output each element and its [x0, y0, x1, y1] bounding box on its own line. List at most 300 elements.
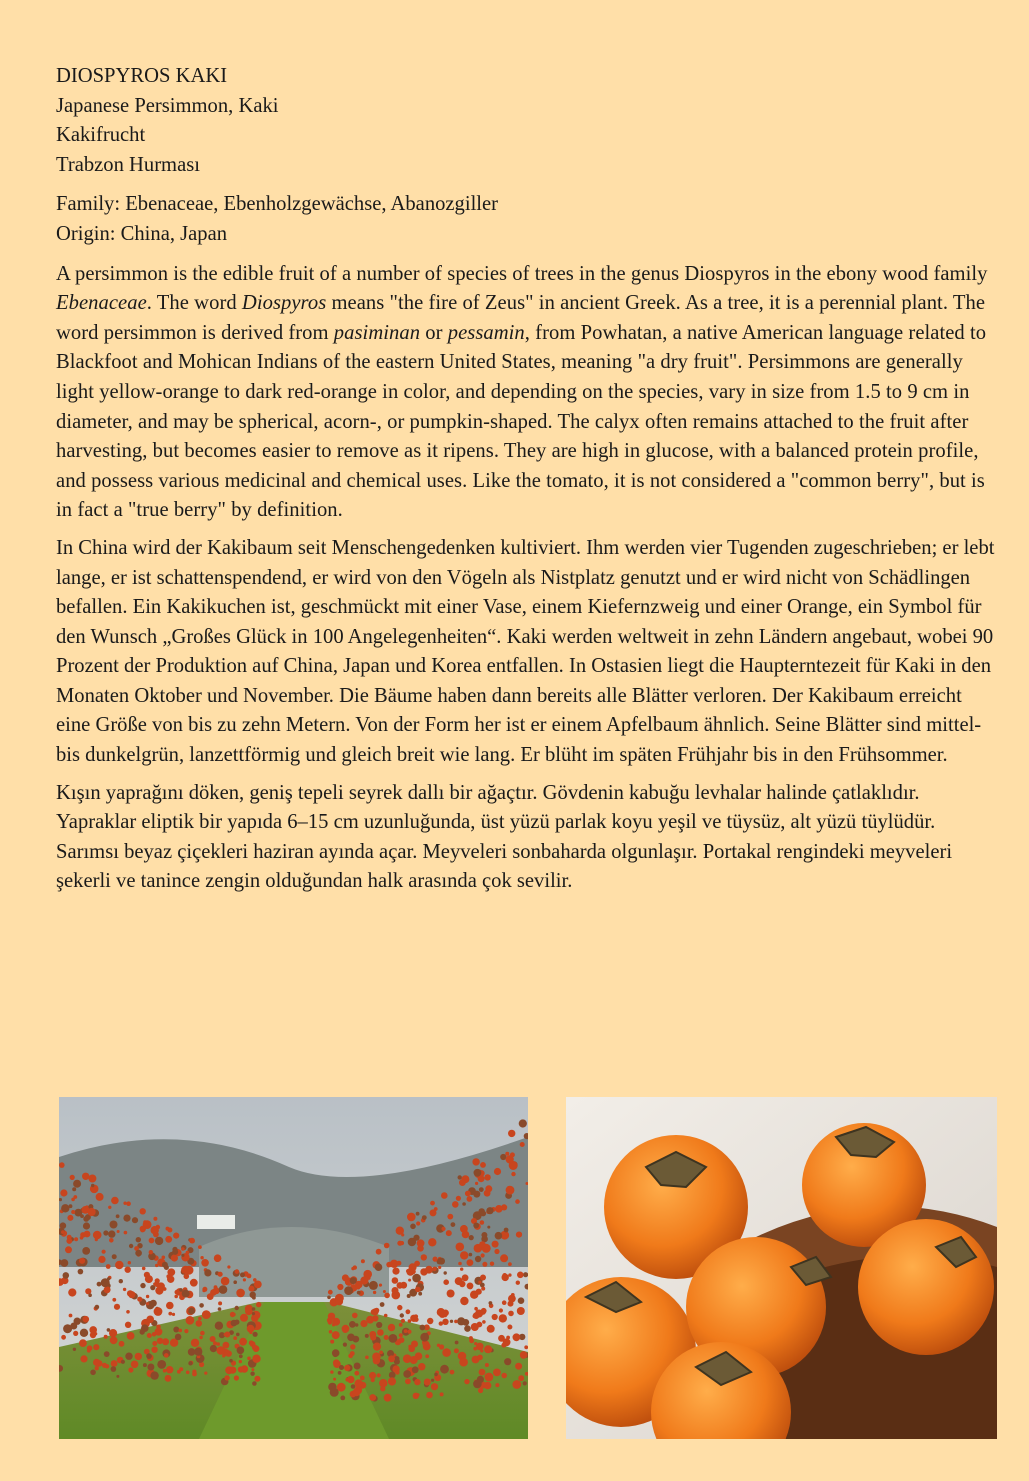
fruit-dot [65, 1246, 72, 1253]
fruit-dot [94, 1332, 97, 1335]
fruit-dot [434, 1373, 438, 1377]
fruit-dot [107, 1328, 111, 1332]
fruit-dot [410, 1224, 416, 1230]
fruit-dot [343, 1343, 347, 1347]
fruit-dot [152, 1332, 157, 1337]
fruit-dot [111, 1197, 119, 1205]
fruit-dot [127, 1332, 135, 1340]
fruit-dot [354, 1379, 362, 1387]
fruit-dot [450, 1370, 455, 1375]
fruit-dot [399, 1323, 403, 1327]
fruit-dot [392, 1277, 399, 1284]
species-title: DIOSPYROS KAKI [56, 65, 228, 87]
fruit-dot [515, 1199, 520, 1204]
fruit-dot [112, 1254, 117, 1259]
fruit-dot [454, 1320, 458, 1324]
fruit-dot [431, 1383, 438, 1390]
fruit-dot [458, 1175, 462, 1179]
fruit-dot [333, 1378, 336, 1381]
fruit-dot [413, 1393, 419, 1399]
fruit-dot [201, 1259, 209, 1267]
fruit-dot [516, 1232, 522, 1238]
fruit-dot [440, 1392, 444, 1396]
fruit-dot [171, 1254, 178, 1261]
fruit-dot [173, 1327, 179, 1333]
fruit-dot [72, 1187, 76, 1191]
fruit-dot [407, 1213, 416, 1222]
italic-term: pasiminan [333, 321, 421, 344]
fruit-dot [125, 1353, 132, 1360]
fruit-dot [147, 1364, 154, 1371]
fruit-dot [462, 1274, 469, 1281]
fruit-dot [520, 1142, 525, 1147]
fruit-dot [460, 1297, 468, 1305]
fruit-dot [517, 1307, 525, 1315]
fruit-dot [352, 1313, 358, 1319]
persimmon-bowl-photo [566, 1097, 997, 1439]
fruit-dot [388, 1324, 395, 1331]
fruit-dot [338, 1371, 342, 1375]
german-common-name: Kakifrucht [56, 124, 146, 147]
fruit-dot [177, 1370, 181, 1374]
fruit-dot [91, 1184, 94, 1187]
fruit-dot [146, 1316, 154, 1324]
fruit-dot [487, 1226, 490, 1229]
fruit-dot [348, 1354, 353, 1359]
fruit-dot [251, 1368, 254, 1371]
fruit-dot [253, 1332, 258, 1337]
fruit-dot [342, 1325, 350, 1333]
fruit-dot [162, 1262, 168, 1268]
fruit-dot [168, 1312, 172, 1316]
fruit-dot [200, 1331, 205, 1336]
fruit-dot [507, 1325, 512, 1330]
fruit-dot [500, 1254, 508, 1262]
fruit-dot [484, 1190, 491, 1197]
fruit-dot [69, 1314, 73, 1318]
fruit-dot [464, 1379, 469, 1384]
fruit-dot [155, 1237, 163, 1245]
fruit-dot [380, 1386, 385, 1391]
fruit-dot [188, 1361, 192, 1365]
fruit-dot [93, 1344, 99, 1350]
fruit-dot [414, 1379, 420, 1385]
fruit-dot [200, 1256, 203, 1259]
fruit-dot [202, 1310, 211, 1319]
fruit-dot [213, 1341, 217, 1345]
fruit-dot [123, 1215, 130, 1222]
fruit-dot [215, 1322, 223, 1330]
fruit-dot [411, 1269, 416, 1274]
fruit-dot [119, 1341, 125, 1347]
fruit-dot [508, 1295, 516, 1303]
fruit-dot [519, 1119, 527, 1127]
fruit-dot [214, 1254, 222, 1262]
fruit-dot [114, 1304, 120, 1310]
fruit-dot [481, 1232, 487, 1238]
fruit-dot [508, 1311, 514, 1317]
fruit-dot [196, 1320, 203, 1327]
fruit-dot [73, 1331, 78, 1336]
fruit-dot [447, 1290, 455, 1298]
fruit-dot [490, 1262, 494, 1266]
fruit-dot [438, 1258, 445, 1265]
fruit-dot [335, 1298, 343, 1306]
fruit-dot [369, 1281, 378, 1290]
fruit-dot [424, 1379, 431, 1386]
fruit-dot [361, 1259, 365, 1263]
fruit-dot [126, 1201, 131, 1206]
fruit-dot [344, 1286, 353, 1295]
fruit-dot [384, 1243, 390, 1249]
text-run: or [420, 321, 448, 344]
fruit-dot [410, 1315, 417, 1322]
fruit-dot [252, 1345, 258, 1351]
fruit-dot [237, 1347, 245, 1355]
fruit-dot [478, 1281, 481, 1284]
fruit-dot [441, 1192, 448, 1199]
fruit-dot [442, 1348, 451, 1357]
fruit-dot [330, 1388, 339, 1397]
fruit-dot [166, 1302, 174, 1310]
fruit-dot [63, 1272, 70, 1279]
orchard-photo [59, 1097, 528, 1439]
fruit-dot [129, 1244, 133, 1248]
fruit-dot [87, 1349, 91, 1353]
fruit-dot [401, 1319, 405, 1323]
fruit-dot [109, 1238, 114, 1243]
fruit-dot [504, 1228, 509, 1233]
fruit-dot [229, 1359, 233, 1363]
fruit-dot [79, 1339, 87, 1347]
fruit-dot [125, 1322, 131, 1328]
fruit-dot [254, 1281, 262, 1289]
fruit-dot [101, 1278, 110, 1287]
fruit-dot [186, 1251, 190, 1255]
fruit-dot [327, 1296, 331, 1300]
fruit-dot [508, 1262, 512, 1266]
fruit-dot [181, 1247, 185, 1251]
fruit-dot [199, 1336, 202, 1339]
fruit-dot [143, 1363, 147, 1367]
fruit-dot [513, 1333, 521, 1341]
fruit-dot [71, 1210, 75, 1214]
italic-term: pessamin [447, 321, 525, 344]
fruit-dot [350, 1277, 357, 1284]
fruit-dot [523, 1272, 528, 1277]
fruit-dot [518, 1375, 524, 1381]
fruit-dot [524, 1345, 528, 1349]
fruit-dot [456, 1196, 461, 1201]
fruit-dot [428, 1238, 436, 1246]
fruit-dot [392, 1287, 399, 1294]
fruit-dot [214, 1285, 218, 1289]
fruit-dot [162, 1338, 169, 1345]
fruit-dot [370, 1335, 376, 1341]
fruit-dot [128, 1261, 131, 1264]
fruit-dot [406, 1309, 411, 1314]
fruit-dot [397, 1305, 402, 1310]
fruit-dot [414, 1261, 420, 1267]
fruit-dot [234, 1375, 239, 1380]
fruit-dot [98, 1256, 105, 1263]
fruit-dot [330, 1370, 333, 1373]
fruit-dot [510, 1152, 515, 1157]
fruit-dot [427, 1318, 433, 1324]
fruit-dot [476, 1343, 484, 1351]
english-common-name: Japanese Persimmon, Kaki [56, 94, 279, 117]
fruit-dot [186, 1316, 195, 1325]
italic-term: Ebenaceae [56, 292, 147, 315]
fruit-dot [347, 1376, 354, 1383]
fruit-dot [95, 1366, 99, 1370]
fruit-dot [476, 1289, 482, 1295]
fruit-dot [221, 1277, 230, 1286]
fruit-dot [153, 1217, 157, 1221]
fruit-dot [500, 1154, 506, 1160]
fruit-dot [395, 1370, 400, 1375]
fruit-dot [389, 1372, 396, 1379]
fruit-dot [447, 1214, 453, 1220]
fruit-dot [333, 1359, 340, 1366]
fruit-dot [233, 1280, 237, 1284]
fruit-dot [425, 1266, 433, 1274]
fruit-dot [454, 1348, 459, 1353]
fruit-dot [415, 1287, 421, 1293]
fruit-dot [493, 1369, 501, 1377]
fruit-dot [494, 1249, 499, 1254]
fruit-dot [351, 1267, 354, 1270]
fruit-dot [227, 1265, 230, 1268]
fruit-dot [456, 1243, 465, 1252]
fruit-dot [481, 1308, 487, 1314]
fruit-dot [235, 1306, 239, 1310]
fruit-dot [108, 1206, 111, 1209]
fruit-dot [189, 1238, 195, 1244]
fruit-dot [104, 1351, 110, 1357]
fruit-dot [473, 1312, 480, 1319]
fruit-dot [184, 1329, 188, 1333]
origin-line: Origin: China, Japan [56, 222, 228, 245]
fruit-dot [477, 1355, 483, 1361]
fruit-dot [236, 1289, 245, 1298]
fruit-dot [97, 1282, 102, 1287]
fruit-dot [443, 1279, 449, 1285]
fruit-dot [403, 1370, 411, 1378]
fruit-dot [480, 1275, 486, 1281]
fruit-dot [151, 1226, 159, 1234]
fruit-dot [165, 1236, 172, 1243]
fruit-dot [413, 1235, 419, 1241]
fruit-dot [462, 1231, 470, 1239]
fruit-dot [480, 1211, 486, 1217]
fruit-dot [504, 1358, 511, 1365]
fruit-dot [83, 1316, 90, 1323]
fruit-dot [386, 1262, 392, 1268]
fruit-dot [379, 1380, 385, 1386]
fruit-dot [123, 1202, 126, 1205]
fruit-dot [85, 1205, 89, 1209]
fruit-dot [110, 1221, 118, 1229]
fruit-dot [104, 1286, 111, 1293]
fruit-dot [149, 1238, 155, 1244]
fruit-dot [166, 1366, 173, 1373]
fruit-dot [88, 1175, 96, 1183]
fruit-dot [239, 1360, 242, 1363]
fruit-dot [467, 1283, 474, 1290]
fruit-dot [515, 1363, 522, 1370]
fruit-dot [518, 1297, 525, 1304]
fruit-dot [167, 1268, 175, 1276]
fruit-dot [337, 1284, 343, 1290]
fruit-dot [369, 1372, 376, 1379]
fruit-dot [140, 1228, 145, 1233]
fruit-dot [492, 1314, 498, 1320]
fruit-dot [477, 1322, 483, 1328]
fruit-dot [512, 1380, 521, 1389]
text-run: means "the fire of Zeus" in ancient Greek. As a tree, it is a perennial plant. The word persimmon is derived from [56, 292, 986, 344]
fruit-dot [485, 1363, 489, 1367]
fruit-dot [103, 1230, 108, 1235]
fruit-dot [523, 1381, 527, 1385]
fruit-dot [198, 1245, 202, 1249]
fruit-dot [145, 1275, 153, 1283]
fruit-dot [352, 1336, 359, 1343]
fruit-dot [83, 1222, 90, 1229]
fruit-dot [505, 1152, 509, 1156]
text-run: , from Powhatan, a native American language related to Blackfoot and Mohican Indians of the eastern United States, meaning "a dry fruit". Persimmons are generally light yellow-orange to dark red-orange in color, and depending on the species, vary in size from 1.5 to 9 cm in diameter, and may be spherical, acorn-, or pumpkin-shaped. The calyx often remains attached to the fruit after harvesting, but becomes easier to remove as it ripens. They are high in glucose, with a balanced protein profile, and possess various medicinal and chemical uses. Like the tomato, it is not considered a "common berry", but is in fact a "true berry" by definition. [56, 321, 987, 522]
fruit-dot [349, 1321, 356, 1328]
fruit-dot [354, 1363, 361, 1370]
fruit-dot [441, 1227, 445, 1231]
fruit-dot [475, 1256, 481, 1262]
fruit-dot [482, 1320, 486, 1324]
fruit-dot [256, 1302, 261, 1307]
fruit-dot [481, 1287, 485, 1291]
fruit-dot [367, 1276, 371, 1280]
fruit-dot [152, 1341, 157, 1346]
persimmon-bowl-illustration [566, 1097, 997, 1439]
fruit-dot [408, 1279, 411, 1282]
fruit-dot [61, 1335, 66, 1340]
fruit-dot [332, 1349, 340, 1357]
fruit-dot [511, 1172, 515, 1176]
fruit-dot [115, 1261, 123, 1269]
fruit-dot [235, 1269, 240, 1274]
fruit-dot [71, 1198, 75, 1202]
fruit-dot [247, 1325, 255, 1333]
text-content [56, 62, 1001, 905]
fruit-dot [117, 1230, 120, 1233]
fruit-dot [218, 1301, 222, 1305]
fruit-dot [254, 1376, 260, 1382]
fruit-dot [239, 1338, 247, 1346]
fruit-dot [157, 1360, 166, 1369]
fruit-dot [388, 1377, 396, 1385]
fruit-dot [143, 1220, 147, 1224]
fruit-dot [376, 1249, 382, 1255]
fruit-dot [240, 1272, 245, 1277]
fruit-dot [350, 1344, 355, 1349]
fruit-dot [420, 1325, 426, 1331]
fruit-dot [238, 1366, 244, 1372]
fruit-dot [73, 1348, 76, 1351]
fruit-dot [188, 1308, 195, 1315]
fruit-dot [412, 1366, 419, 1373]
fruit-dot [182, 1266, 190, 1274]
fruit-dot [109, 1329, 117, 1337]
fruit-dot [67, 1235, 72, 1240]
turkish-description: Kışın yaprağını döken, geniş tepeli seyrek dallı bir ağaçtır. Gövdenin kabuğu levhalar halinde çatlaklıdır. Yapraklar eliptik bir yapıda 6–15 cm uzunluğunda, üst yüzü parlak koyu yeşil ve tüysüz, alt yüzü tüylüdür. Sarımsı beyaz çiçekleri haziran ayında açar. Meyveleri sonbaharda olgunlaşır. Portakal rengindeki meyveleri şekerli ve tanince zengin olduğundan halk arasında çok sevilir. [56, 781, 953, 893]
fruit-dot [467, 1196, 473, 1202]
fruit-dot [452, 1201, 459, 1208]
fruit-dot [61, 1204, 69, 1212]
fruit-dot [455, 1277, 463, 1285]
fruit-dot [410, 1356, 418, 1364]
fruit-dot [489, 1301, 493, 1305]
fruit-dot [239, 1354, 243, 1358]
fruit-dot [439, 1344, 444, 1349]
fruit-dot [494, 1168, 501, 1175]
fruit-dot [423, 1341, 430, 1348]
fruit-dot [484, 1345, 492, 1353]
fruit-dot [93, 1231, 102, 1240]
fruit-dot [61, 1230, 65, 1234]
fruit-dot [142, 1267, 146, 1271]
fruit-dot [233, 1336, 237, 1340]
fruit-dot [360, 1320, 367, 1327]
fruit-dot [438, 1266, 441, 1269]
fruit-dot [365, 1334, 369, 1338]
fruit-dot [207, 1293, 214, 1300]
fruit-dot [247, 1357, 251, 1361]
fruit-dot [520, 1351, 528, 1359]
fruit-dot [252, 1355, 260, 1363]
fruit-dot [484, 1174, 490, 1180]
fruit-dot [444, 1271, 447, 1274]
fruit-dot [119, 1279, 123, 1283]
fruit-dot [418, 1363, 425, 1370]
fruit-dot [102, 1250, 106, 1254]
text-run: A persimmon is the edible fruit of a number of species of trees in the genus Diospyros in the ebony wood family [56, 262, 988, 285]
english-description [56, 260, 1001, 526]
fruit-dot [191, 1339, 199, 1347]
fruit-dot [480, 1162, 486, 1168]
fruit-dot [371, 1309, 377, 1315]
text-run: . The word [146, 292, 242, 315]
fruit-dot [451, 1222, 456, 1227]
fruit-dot [232, 1313, 236, 1317]
fruit-dot [373, 1343, 381, 1351]
fruit-dot [111, 1360, 118, 1367]
fruit-dot [223, 1342, 230, 1349]
fruit-dot [82, 1173, 89, 1180]
fruit-dot [420, 1333, 429, 1342]
fruit-dot [462, 1202, 466, 1206]
fruit-dot [182, 1290, 190, 1298]
fruit-dot [179, 1288, 183, 1292]
fruit-dot [389, 1334, 398, 1343]
fruit-dot [353, 1389, 361, 1397]
fruit-dot [450, 1320, 453, 1323]
fruit-dot [475, 1182, 478, 1185]
orchard-illustration [59, 1097, 528, 1439]
fruit-dot [131, 1361, 139, 1369]
fruit-dot [140, 1329, 145, 1334]
fruit-dot [400, 1241, 404, 1245]
fruit-dot [418, 1292, 422, 1296]
fruit-dot [82, 1247, 90, 1255]
